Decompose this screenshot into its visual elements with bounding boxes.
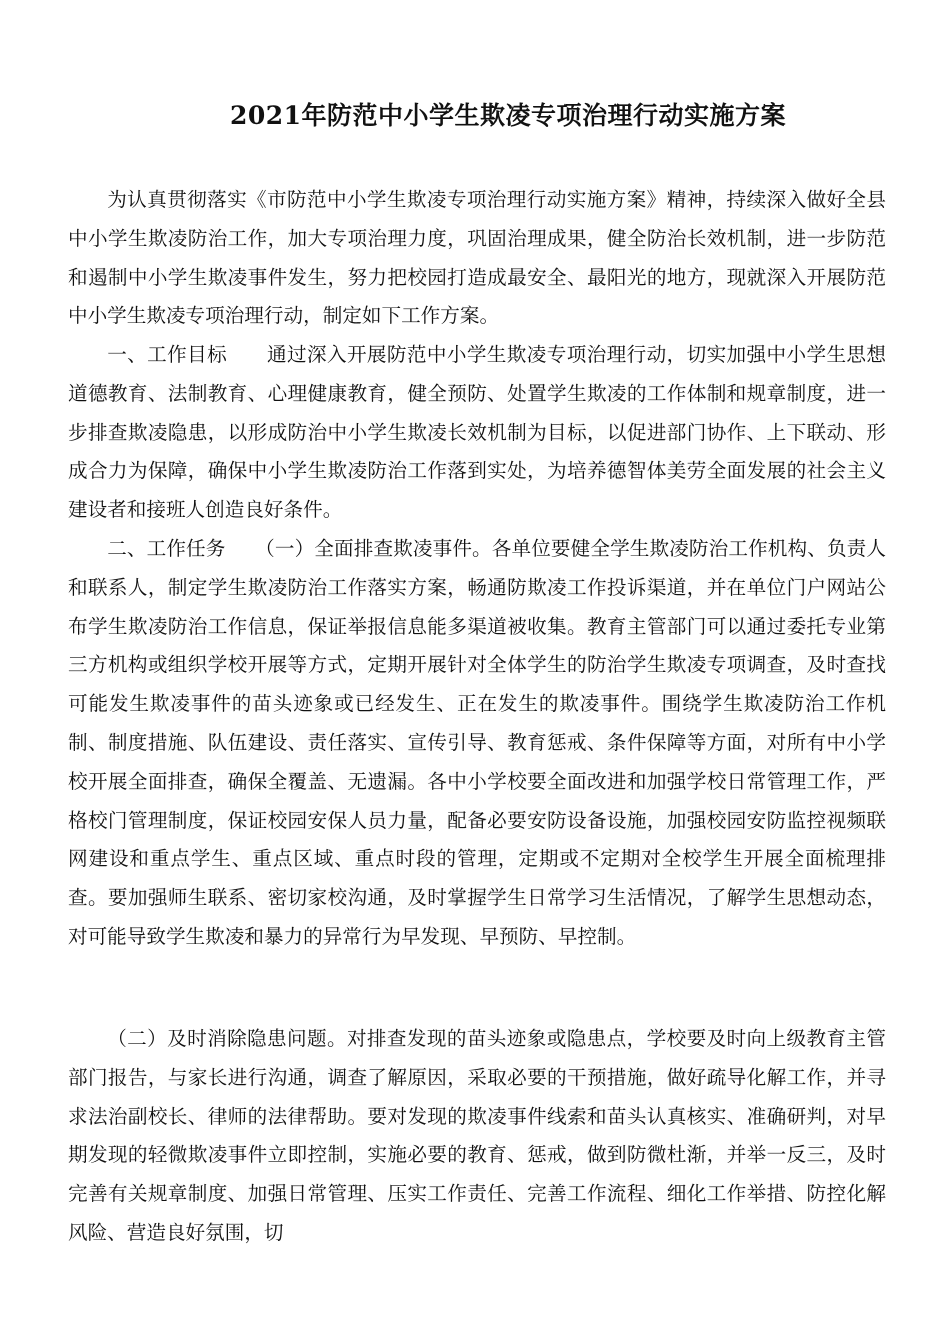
document-title: 2021年防范中小学生欺凌专项治理行动实施方案 <box>229 101 787 130</box>
paragraph-work-tasks-investigation: 二、工作任务 （一）全面排查欺凌事件。各单位要健全学生欺凌防治工作机构、负责人和联系人，制定学生欺凌防治工作落实方案，畅通防欺凌工作投诉渠道，并在单位门户网站公布学生欺凌防治工作信息，保证举报信息能多渠道被收集。教育主管部门可以通过委托专业第三方机构或组织学校开展等方式，定期开展针对全体学生的防治学生欺凌专项调查，及时查找可能发生欺凌事件的苗头迹象或已经发生、正在发生的欺凌事件。围绕学生欺凌防治工作机制、制度措施、队伍建设、责任落实、宣传引导、教育惩戒、条件保障等方面，对所有中小学校开展全面排查，确保全覆盖、无遗漏。各中小学校要全面改进和加强学校日常管理工作，严格校门管理制度，保证校园安保人员力量，配备必要安防设备设施，加强校园安防监控视频联网建设和重点学生、重点区域、重点时段的管理，定期或不定期对全校学生开展全面梳理排查。要加强师生联系、密切家校沟通，及时掌握学生日常学习生活情况，了解学生思想动态，对可能导致学生欺凌和暴力的异常行为早发现、早预防、早控制。 <box>68 537 886 948</box>
paragraph-eliminate-hazards: （二）及时消除隐患问题。对排查发现的苗头迹象或隐患点，学校要及时向上级教育主管部门报告，与家长进行沟通，调查了解原因，采取必要的干预措施，做好疏导化解工作，并寻求法治副校长、律师的法律帮助。要对发现的欺凌事件线索和苗头认真核实、准确研判，对早期发现的轻微欺凌事件立即控制，实施必要的教育、惩戒，做到防微杜渐，并举一反三，及时完善有关规章制度、加强日常管理、压实工作责任、完善工作流程、细化工作举措、防控化解风险、营造良好氛围，切 <box>68 1027 886 1244</box>
paragraph-intro: 为认真贯彻落实《市防范中小学生欺凌专项治理行动实施方案》精神，持续深入做好全县中小学生欺凌防治工作，加大专项治理力度，巩固治理成果，健全防治长效机制，进一步防范和遏制中小学生欺凌事件发生，努力把校园打造成最安全、最阳光的地方，现就深入开展防范中小学生欺凌专项治理行动，制定如下工作方案。 <box>68 188 886 328</box>
paragraph-work-goal: 一、工作目标 通过深入开展防范中小学生欺凌专项治理行动，切实加强中小学生思想道德教育、法制教育、心理健康教育，健全预防、处置学生欺凌的工作体制和规章制度，进一步排查欺凌隐患，以形成防治中小学生欺凌长效机制为目标，以促进部门协作、上下联动、形成合力为保障，确保中小学生欺凌防治工作落到实处，为培养德智体美劳全面发展的社会主义建设者和接班人创造良好条件。 <box>68 343 886 522</box>
